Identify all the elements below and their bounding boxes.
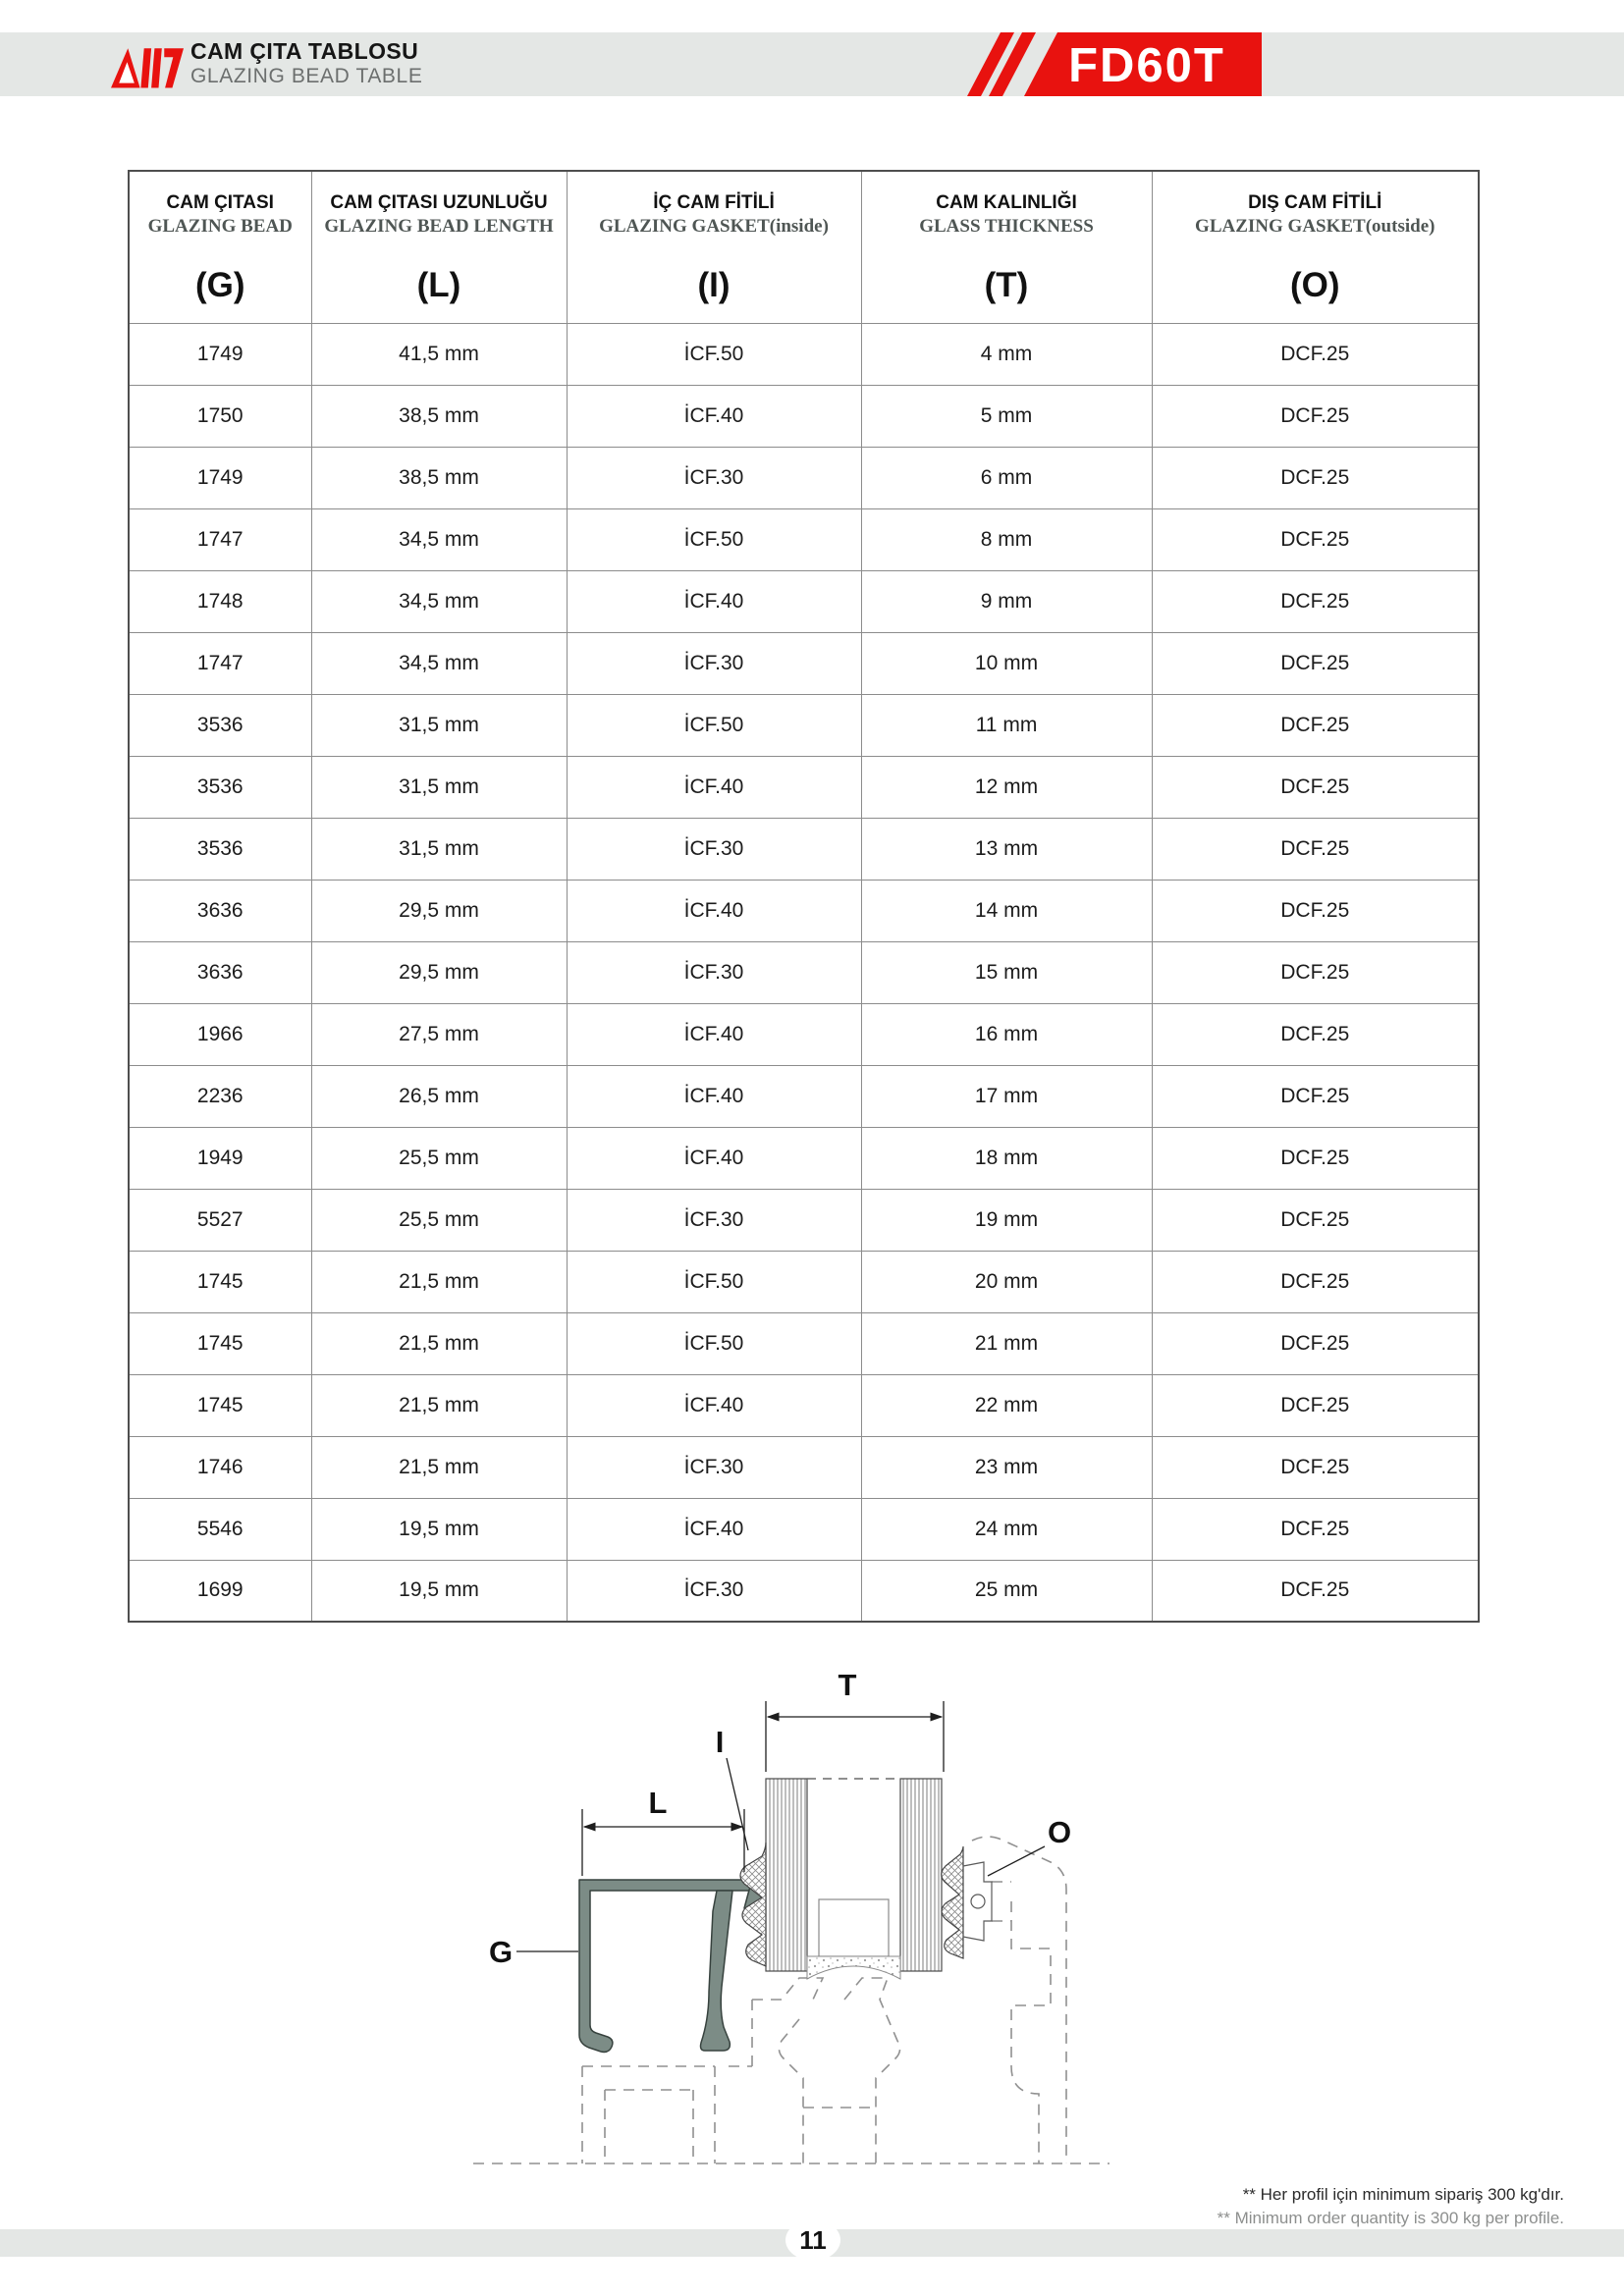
table-row	[129, 508, 1479, 570]
table-cell: 1749	[129, 447, 311, 508]
table-row	[129, 1003, 1479, 1065]
table-cell: 29,5 mm	[311, 880, 567, 941]
table-cell: 1699	[129, 1560, 311, 1622]
table-cell: 8 mm	[861, 508, 1152, 570]
table-cell: DCF.25	[1152, 1312, 1479, 1374]
table-row	[129, 632, 1479, 694]
gasket-channel	[963, 1862, 992, 1941]
table-row	[129, 447, 1479, 508]
glass-unit	[766, 1779, 942, 1979]
table-cell: 3536	[129, 818, 311, 880]
label-outer-gasket: O	[1047, 1815, 1072, 1849]
table-row	[129, 323, 1479, 385]
leader-inner-gasket	[727, 1758, 748, 1850]
table-cell: DCF.25	[1152, 323, 1479, 385]
table-row	[129, 756, 1479, 818]
table-cell: 19 mm	[861, 1189, 1152, 1251]
table-cell: 14 mm	[861, 880, 1152, 941]
table-cell: 22 mm	[861, 1374, 1152, 1436]
table-cell: 21,5 mm	[311, 1312, 567, 1374]
table-row	[129, 385, 1479, 447]
table-cell: 2236	[129, 1065, 311, 1127]
sealant	[807, 1956, 900, 1979]
table-row	[129, 1498, 1479, 1560]
table-cell: İCF.40	[567, 1127, 861, 1189]
cross-section-diagram	[422, 1654, 1149, 2169]
table-cell: 1749	[129, 323, 311, 385]
table-cell: DCF.25	[1152, 508, 1479, 570]
table-cell: 3536	[129, 694, 311, 756]
table-row	[129, 1251, 1479, 1312]
table-cell: 5546	[129, 1498, 311, 1560]
table-cell: 1745	[129, 1312, 311, 1374]
table-cell: 3536	[129, 756, 311, 818]
table-cell: 29,5 mm	[311, 941, 567, 1003]
table-cell: İCF.50	[567, 323, 861, 385]
table-cell: DCF.25	[1152, 941, 1479, 1003]
table-cell: İCF.30	[567, 941, 861, 1003]
table-cell: DCF.25	[1152, 756, 1479, 818]
table-cell: DCF.25	[1152, 1251, 1479, 1312]
table-row	[129, 880, 1479, 941]
table-cell: 11 mm	[861, 694, 1152, 756]
table-cell: İCF.30	[567, 1436, 861, 1498]
column-header: CAM KALINLIĞI GLASS THICKNESS (T)	[861, 171, 1152, 323]
table-cell: DCF.25	[1152, 1498, 1479, 1560]
table-cell: 27,5 mm	[311, 1003, 567, 1065]
table-cell: DCF.25	[1152, 1189, 1479, 1251]
table-cell: 1746	[129, 1436, 311, 1498]
table-cell: DCF.25	[1152, 447, 1479, 508]
table-cell: DCF.25	[1152, 1436, 1479, 1498]
table-cell: 34,5 mm	[311, 508, 567, 570]
column-header: CAM ÇITASI UZUNLUĞU GLAZING BEAD LENGTH (L)	[311, 171, 567, 323]
table-cell: DCF.25	[1152, 818, 1479, 880]
table-cell: 23 mm	[861, 1436, 1152, 1498]
table-cell: 13 mm	[861, 818, 1152, 880]
table-cell: DCF.25	[1152, 1003, 1479, 1065]
table-cell: 1750	[129, 385, 311, 447]
table-row	[129, 1560, 1479, 1622]
table-header-row	[129, 171, 1479, 323]
label-thickness: T	[838, 1668, 857, 1702]
table-cell: 1966	[129, 1003, 311, 1065]
table-cell: 1748	[129, 570, 311, 632]
table-cell: 6 mm	[861, 447, 1152, 508]
table-cell: 1745	[129, 1374, 311, 1436]
glazing-bead-table	[128, 170, 1480, 1623]
table-cell: İCF.40	[567, 570, 861, 632]
table-cell: 17 mm	[861, 1065, 1152, 1127]
table-cell: İCF.50	[567, 1251, 861, 1312]
footnote-en: ** Minimum order quantity is 300 kg per profile.	[1217, 2209, 1564, 2227]
table-cell: 1949	[129, 1127, 311, 1189]
table-cell: 25 mm	[861, 1560, 1152, 1622]
table-cell: 25,5 mm	[311, 1189, 567, 1251]
table-row	[129, 694, 1479, 756]
table-row	[129, 570, 1479, 632]
table-row	[129, 941, 1479, 1003]
table-cell: 15 mm	[861, 941, 1152, 1003]
table-cell: DCF.25	[1152, 694, 1479, 756]
table-cell: İCF.30	[567, 1189, 861, 1251]
column-header: CAM ÇITASI GLAZING BEAD (G)	[129, 171, 311, 323]
page-title-en: GLAZING BEAD TABLE	[190, 65, 423, 87]
table-cell: DCF.25	[1152, 1127, 1479, 1189]
table-cell: 26,5 mm	[311, 1065, 567, 1127]
column-header: DIŞ CAM FİTİLİ GLAZING GASKET(outside) (O)	[1152, 171, 1479, 323]
leader-outer-gasket	[988, 1846, 1045, 1876]
table-cell: İCF.40	[567, 1498, 861, 1560]
table-cell: İCF.40	[567, 880, 861, 941]
outer-gasket	[942, 1846, 963, 1958]
label-length: L	[648, 1786, 668, 1820]
table-cell: DCF.25	[1152, 632, 1479, 694]
product-code-badge	[967, 32, 1262, 96]
table-cell: İCF.30	[567, 632, 861, 694]
table-cell: DCF.25	[1152, 1065, 1479, 1127]
footnotes	[1218, 2183, 1564, 2230]
table-cell: 31,5 mm	[311, 756, 567, 818]
table-cell: İCF.40	[567, 1003, 861, 1065]
label-inner-gasket: I	[715, 1725, 725, 1759]
table-cell: 31,5 mm	[311, 694, 567, 756]
table-cell: 34,5 mm	[311, 570, 567, 632]
brand-logo-icon	[111, 39, 184, 96]
table-cell: DCF.25	[1152, 385, 1479, 447]
table-cell: İCF.50	[567, 508, 861, 570]
table-cell: 21,5 mm	[311, 1374, 567, 1436]
table-cell: 19,5 mm	[311, 1498, 567, 1560]
table-cell: İCF.50	[567, 694, 861, 756]
table-cell: 21,5 mm	[311, 1251, 567, 1312]
table-cell: İCF.50	[567, 1312, 861, 1374]
table-cell: 18 mm	[861, 1127, 1152, 1189]
table-cell: 31,5 mm	[311, 818, 567, 880]
column-header: İÇ CAM FİTİLİ GLAZING GASKET(inside) (I)	[567, 171, 861, 323]
table-cell: İCF.40	[567, 756, 861, 818]
table-cell: 20 mm	[861, 1251, 1152, 1312]
table-cell: 12 mm	[861, 756, 1152, 818]
page-number-badge	[785, 2219, 840, 2261]
table-row	[129, 1436, 1479, 1498]
table-cell: DCF.25	[1152, 880, 1479, 941]
page-title-tr: CAM ÇITA TABLOSU	[190, 38, 419, 64]
table-cell: 21,5 mm	[311, 1436, 567, 1498]
table-row	[129, 1374, 1479, 1436]
table-row	[129, 1312, 1479, 1374]
table-cell: DCF.25	[1152, 570, 1479, 632]
table-cell: 1745	[129, 1251, 311, 1312]
table-cell: 25,5 mm	[311, 1127, 567, 1189]
table-cell: 4 mm	[861, 323, 1152, 385]
table-cell: 5 mm	[861, 385, 1152, 447]
table-row	[129, 1189, 1479, 1251]
table-cell: İCF.40	[567, 385, 861, 447]
table-cell: 1747	[129, 508, 311, 570]
table-row	[129, 1127, 1479, 1189]
table-cell: 38,5 mm	[311, 447, 567, 508]
table-cell: 21 mm	[861, 1312, 1152, 1374]
spacer-bar	[819, 1899, 889, 1956]
table-cell: 10 mm	[861, 632, 1152, 694]
page-number: 11	[799, 2224, 827, 2255]
table-cell: 3636	[129, 880, 311, 941]
table-cell: 41,5 mm	[311, 323, 567, 385]
label-bead: G	[488, 1935, 514, 1969]
table-cell: DCF.25	[1152, 1374, 1479, 1436]
table-cell: 34,5 mm	[311, 632, 567, 694]
table-cell: İCF.40	[567, 1374, 861, 1436]
glazing-bead-profile	[579, 1880, 763, 2052]
table-cell: 19,5 mm	[311, 1560, 567, 1622]
table-cell: İCF.30	[567, 447, 861, 508]
table-cell: DCF.25	[1152, 1560, 1479, 1622]
product-code: FD60T	[1068, 39, 1225, 92]
table-cell: İCF.30	[567, 1560, 861, 1622]
dimension-thickness	[766, 1701, 944, 1772]
table-cell: 1747	[129, 632, 311, 694]
table-row	[129, 1065, 1479, 1127]
table-cell: 16 mm	[861, 1003, 1152, 1065]
footnote-tr: ** Her profil için minimum sipariş 300 kg'dır.	[1242, 2185, 1564, 2204]
table-cell: 9 mm	[861, 570, 1152, 632]
table-cell: 3636	[129, 941, 311, 1003]
table-row	[129, 818, 1479, 880]
table-cell: İCF.30	[567, 818, 861, 880]
table-cell: 5527	[129, 1189, 311, 1251]
table-cell: 24 mm	[861, 1498, 1152, 1560]
table-cell: İCF.40	[567, 1065, 861, 1127]
table-cell: 38,5 mm	[311, 385, 567, 447]
